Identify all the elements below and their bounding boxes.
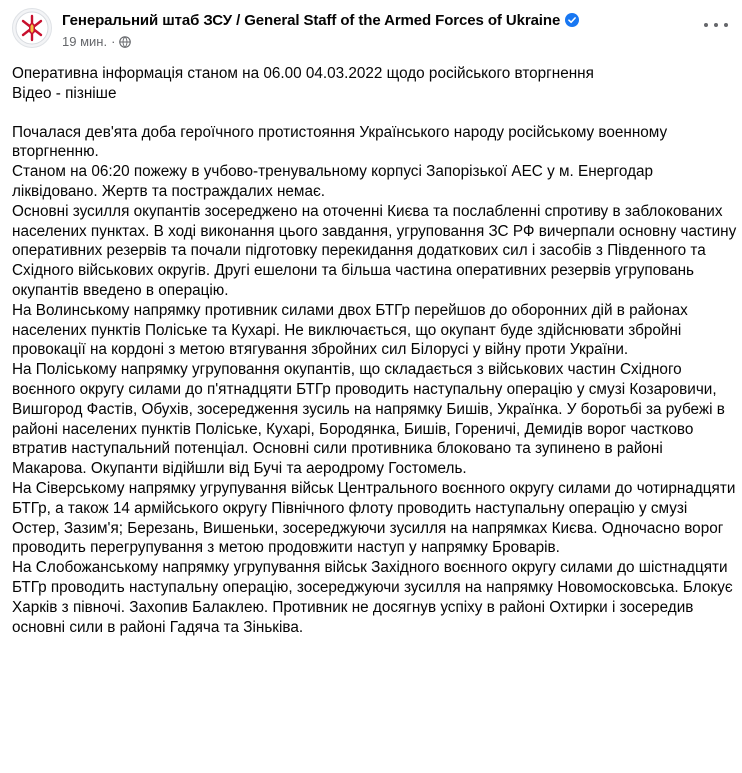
post-timestamp[interactable]: 19 мин. [62,34,108,49]
page-avatar[interactable] [12,8,52,48]
more-dot [714,23,718,27]
post-paragraph: На Волинському напрямку противник силами двох БТГр перейшов до оборонних дій в районах населених пунктів Поліське та Кухарі. Не виключається, що окупант буде здійснювати збройні провокації на кордоні з метою втягування збройних сил Білорусі у війну проти України. [12,301,688,359]
verified-badge-icon [565,13,579,27]
post-paragraph: Станом на 06:20 пожежу в учбово-тренувальному корпусі Запорізької АЕС у м. Енергодар ліквідовано. Жертв та постраждалих немає. [12,163,654,200]
more-dot [704,23,708,27]
post-meta [62,34,131,49]
post-paragraph: Почалася дев'ята доба героїчного протистояння Українського народу російському военному вторгненню. [12,123,668,161]
meta-separator: · [111,34,116,49]
more-dot [724,23,728,27]
page-name-text[interactable]: Генеральний штаб ЗСУ / General Staff of the Armed Forces of Ukraine [62,12,561,29]
page-name[interactable] [62,12,579,29]
more-options-icon[interactable] [704,18,728,32]
post-paragraph: На Слобожанському напрямку угрупування військ Західного воєнного округу силами до шістнадцяти БТГр проводить наступальну операцію, зосереджуючи зусилля на напрямку Новомосковська. Блокує Харків з півночі. Захопив Балаклею. Противник не досягнув успіху в районі Охтирки і зосередив основні сили в районі Гадяча та Зіньківа. [12,559,733,636]
post-paragraph: Основні зусилля окупантів зосереджено на оточенні Києва та послабленні спротиву в заблокованих населених пунктах. В ході виконання цього завдання, угруповання ЗС РФ вичерпали основну частину оперативних резервів та почали підготовку перекидання додаткових сил і засобів з Південного та Східного військових округів. Другі ешелони та більша частина оперативних резервів угруповань окупантів введено в операцію. [12,202,737,299]
post-paragraph: Відео - пізніше [12,84,117,102]
globe-icon[interactable] [119,36,131,48]
armed-forces-emblem-icon [15,11,49,45]
post-text [12,64,738,637]
post-paragraph: На Поліському напрямку угруповання окупантів, що складається з військових частин Східного воєнного округу силами до п'ятнадцяти БТГр проводить наступальну операцію у смузі Козаровичи, Вишгород Фастів, Обухів, зосередження зусиль на напрямку Бишів, Українка. У боротьбі за рубежі в районі населених пунктів Поліське, Кухарі, Бородянка, Бишів, Гореничі, Демидів ворог частково втратив наступальний потенціал. Основні сили противника блоковано та зупинено в районі Макарова. Окупанти відійшли від Бучі та аеродрому Гостомель. [12,361,725,478]
post-header [0,0,742,60]
post-paragraph: Оперативна інформація станом на 06.00 04.03.2022 щодо російського вторгнення [12,65,594,82]
post-paragraph: На Сіверському напрямку угрупування військ Центрального воєнного округу силами до чотирнадцяти БТГр, а також 14 армійського округу Північного флоту проводить наступальну операцію у смузі Остер, Зазим'я; Березань, Вишеньки, зосереджуючи зусилля на напрямках Києва. Одночасно ворог проводить перегрупування з метою продовжити наступ у напрямку Броварів. [12,479,736,557]
